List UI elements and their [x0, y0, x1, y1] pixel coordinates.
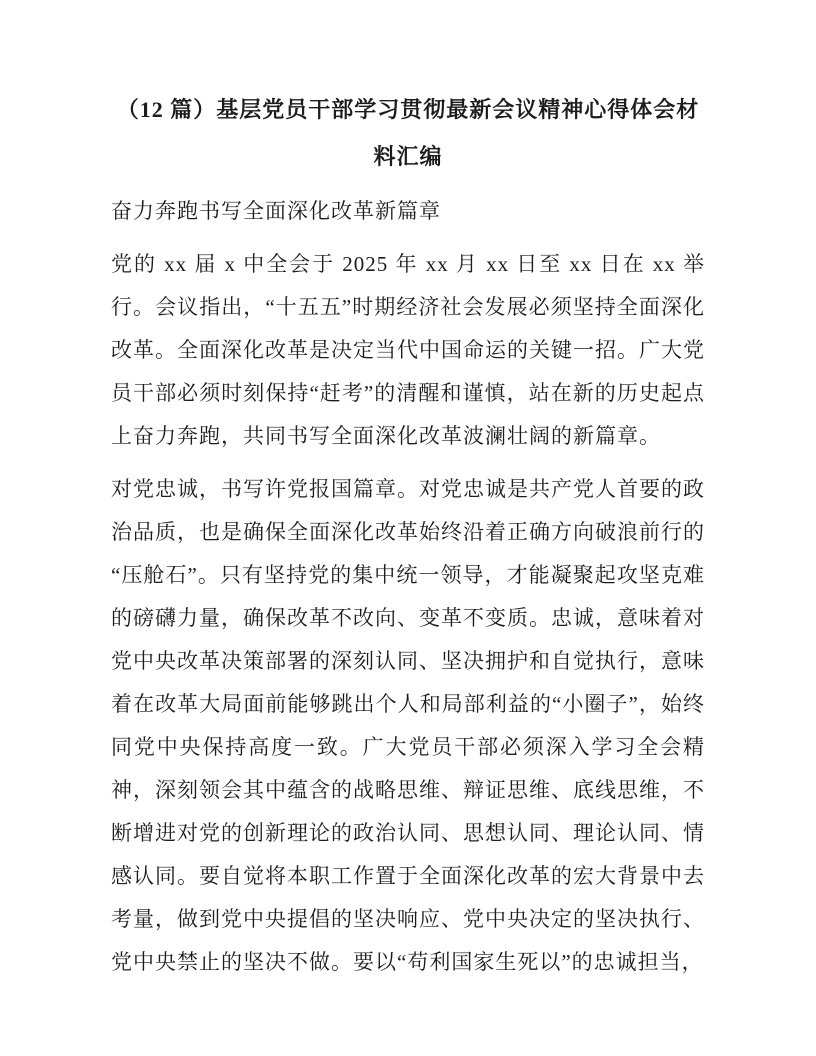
section-heading: 奋力奔跑书写全面深化改革新篇章: [111, 199, 441, 223]
paragraph-meeting-overview: 党的 xx 届 x 中全会于 2025 年 xx 月 xx 日至 xx 日在 xx 举行。会议指出，“十五五”时期经济社会发展必须坚持全面深化改革。全面深化改革是决定当代中国命运的关键一招。广大党员干部必须时刻保持“赶考”的清醒和谨慎，站在新的历史起点上奋力奔跑，共同书写全面深化改革波澜壮阔的新篇章。: [111, 252, 705, 448]
paragraph-loyalty: 对党忠诚，书写许党报国篇章。对党忠诚是共产党人首要的政治品质，也是确保全面深化改革始终沿着正确方向破浪前行的“压舱石”。只有坚持党的集中统一领导，才能凝聚起攻坚克难的磅礴力量，确保改革不改向、变革不变质。忠诚，意味着对党中央改革决策部署的深刻认同、坚决拥护和自觉执行，意味着在改革大局面前能够跳出个人和局部利益的“小圈子”，始终同党中央保持高度一致。广大党员干部必须深入学习全会精神，深刻领会其中蕴含的战略思维、辩证思维、底线思维，不断增进对党的创新理论的政治认同、思想认同、理论认同、情感认同。要自觉将本职工作置于全面深化改革的宏大背景中去考量，做到党中央提倡的坚决响应、党中央决定的坚决执行、党中央禁止的坚决不做。要以“苟利国家生死以”的忠诚担当，: [111, 477, 705, 974]
document-title: （12 篇）基层党员干部学习贯彻最新会议精神心得体会材料汇编: [116, 97, 700, 169]
